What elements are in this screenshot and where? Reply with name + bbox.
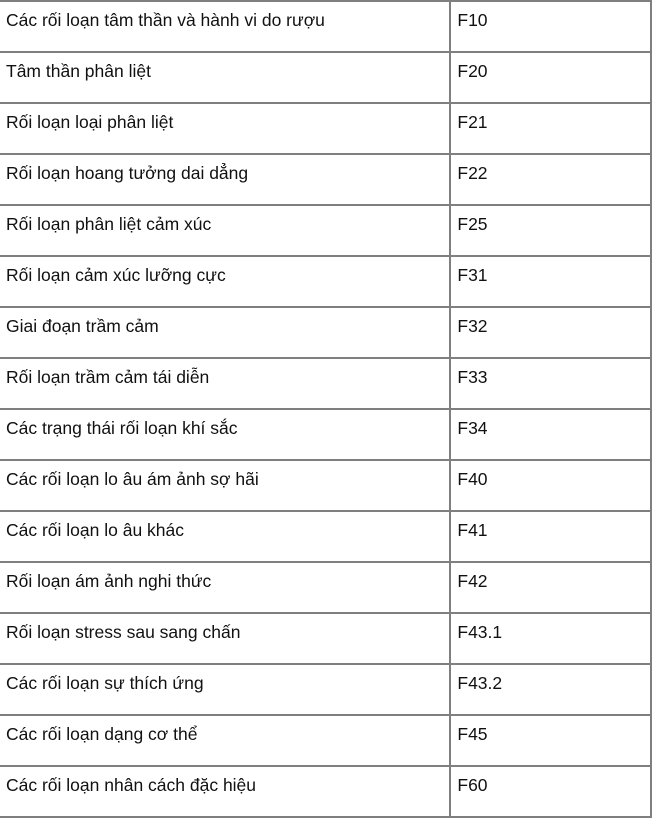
table-row xyxy=(0,1,651,52)
icd-code-cell xyxy=(450,715,651,766)
disorder-name: Các rối loạn lo âu ám ảnh sợ hãi xyxy=(6,469,259,489)
icd-code: F42 xyxy=(457,571,488,591)
disorder-name-cell xyxy=(0,358,450,409)
icd-code: F31 xyxy=(457,265,488,285)
icd-code: F40 xyxy=(457,469,488,489)
disorder-name-cell xyxy=(0,613,450,664)
disorder-name: Rối loạn stress sau sang chấn xyxy=(6,622,241,642)
disorder-name-cell xyxy=(0,154,450,205)
disorder-name-cell xyxy=(0,715,450,766)
disorder-name: Giai đoạn trầm cảm xyxy=(6,316,159,336)
icd-code-cell xyxy=(450,154,651,205)
table-row xyxy=(0,103,651,154)
icd-code-cell xyxy=(450,205,651,256)
icd-code: F34 xyxy=(457,418,488,438)
disorder-name: Các rối loạn nhân cách đặc hiệu xyxy=(6,775,257,795)
table-row xyxy=(0,664,651,715)
icd-code-cell xyxy=(450,256,651,307)
icd-code-cell xyxy=(450,409,651,460)
icd-code: F43.1 xyxy=(457,622,503,642)
icd-code-cell xyxy=(450,52,651,103)
icd-code: F43.2 xyxy=(457,673,503,693)
table-row xyxy=(0,613,651,664)
icd-code: F32 xyxy=(457,316,488,336)
disorder-name: Các rối loạn tâm thần và hành vi do rượu xyxy=(6,10,325,30)
icd-code: F33 xyxy=(457,367,488,387)
icd-code-cell xyxy=(450,511,651,562)
disorder-name-cell xyxy=(0,664,450,715)
disorder-name: Rối loạn hoang tưởng dai dẳng xyxy=(6,163,249,183)
disorder-name: Rối loạn cảm xúc lưỡng cực xyxy=(6,265,226,285)
table-row xyxy=(0,205,651,256)
icd-code: F60 xyxy=(457,775,488,795)
table-row xyxy=(0,562,651,613)
table-row xyxy=(0,511,651,562)
disorder-name: Rối loạn trầm cảm tái diễn xyxy=(6,367,210,387)
icd-code-cell xyxy=(450,460,651,511)
disorder-name: Các trạng thái rối loạn khí sắc xyxy=(6,418,238,438)
table-row xyxy=(0,307,651,358)
disorder-name-cell xyxy=(0,409,450,460)
disorder-name-cell xyxy=(0,460,450,511)
icd-code: F41 xyxy=(457,520,488,540)
icd-code-cell xyxy=(450,766,651,817)
disorder-name-cell xyxy=(0,1,450,52)
disorder-name-cell xyxy=(0,52,450,103)
table-row xyxy=(0,409,651,460)
icd-code-cell xyxy=(450,562,651,613)
disorder-name-cell xyxy=(0,511,450,562)
icd-code: F25 xyxy=(457,214,488,234)
disorder-name: Các rối loạn sự thích ứng xyxy=(6,673,204,693)
table-row xyxy=(0,154,651,205)
disorder-name-cell xyxy=(0,205,450,256)
disorder-name: Rối loạn loại phân liệt xyxy=(6,112,174,132)
table-body xyxy=(0,1,651,817)
table-row xyxy=(0,715,651,766)
disorder-name: Tâm thần phân liệt xyxy=(6,61,151,81)
disorder-name: Các rối loạn lo âu khác xyxy=(6,520,185,540)
disorder-name: Rối loạn ám ảnh nghi thức xyxy=(6,571,212,591)
icd-code: F22 xyxy=(457,163,488,183)
icd-code-cell xyxy=(450,664,651,715)
icd-code-cell xyxy=(450,103,651,154)
disorder-name: Rối loạn phân liệt cảm xúc xyxy=(6,214,212,234)
table-row xyxy=(0,52,651,103)
icd-code-cell xyxy=(450,1,651,52)
disorder-name-cell xyxy=(0,766,450,817)
icd-code: F10 xyxy=(457,10,488,30)
disorder-name-cell xyxy=(0,307,450,358)
table-row xyxy=(0,460,651,511)
disorder-name-cell xyxy=(0,256,450,307)
disorder-name-cell xyxy=(0,103,450,154)
disorder-name-cell xyxy=(0,562,450,613)
icd-code: F45 xyxy=(457,724,488,744)
table-row xyxy=(0,766,651,817)
icd-code-cell xyxy=(450,358,651,409)
table-row xyxy=(0,358,651,409)
table-row xyxy=(0,256,651,307)
icd-code-cell xyxy=(450,613,651,664)
icd-code: F21 xyxy=(457,112,488,132)
disorder-name: Các rối loạn dạng cơ thể xyxy=(6,724,198,744)
icd-code: F20 xyxy=(457,61,488,81)
icd-code-cell xyxy=(450,307,651,358)
